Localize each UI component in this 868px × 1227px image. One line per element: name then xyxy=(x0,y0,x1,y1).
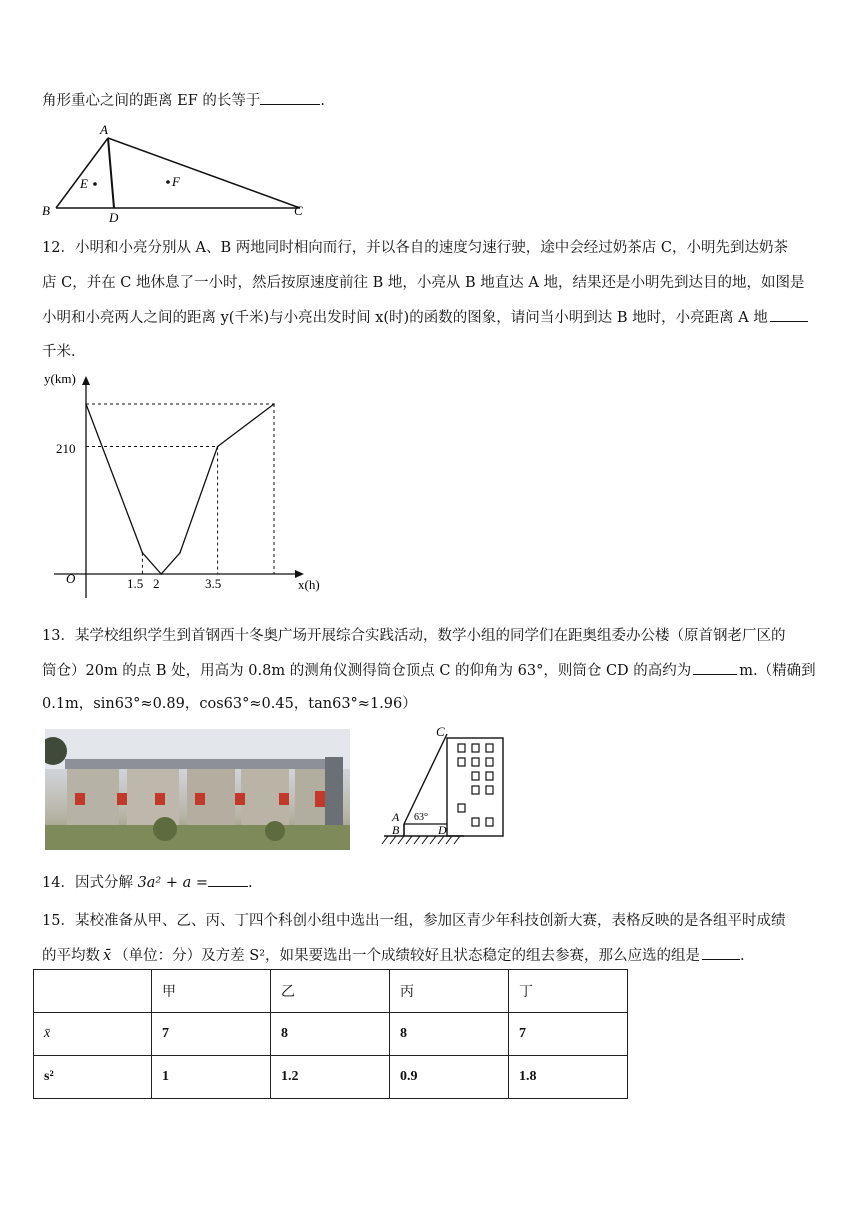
label-B: B xyxy=(392,823,400,837)
silo-building-photo xyxy=(45,729,350,850)
y-axis-label: y(km) xyxy=(44,371,76,386)
series-line xyxy=(86,404,274,574)
q13-line-1: 13．某学校组织学生到首钢西十冬奥广场开展综合实践活动，数学小组的同学们在距奥组委办公楼（原首钢老厂区的 xyxy=(42,628,786,644)
q13-answer-blank[interactable] xyxy=(693,660,737,675)
table-cell: 8 xyxy=(271,1013,390,1056)
label-F: F xyxy=(172,174,180,189)
q12-line-3 xyxy=(42,307,808,328)
table-cell: 7 xyxy=(152,1013,271,1056)
label-B: B xyxy=(42,203,50,218)
distance-time-graph xyxy=(36,366,336,610)
q14-expression: 3a² + a = xyxy=(137,875,209,891)
table-cell: 7 xyxy=(509,1013,628,1056)
silo-angle-diagram xyxy=(374,722,514,850)
triangle-figure xyxy=(38,118,318,226)
table-cell: 1.2 xyxy=(271,1056,390,1099)
q11-answer-blank[interactable] xyxy=(260,90,320,105)
q15-line-2-c: （单位：分）及方差 S²，如果要选出一个成绩较好且状态稳定的组去参赛，那么应选的组是 xyxy=(114,948,701,964)
label-D: D xyxy=(438,823,447,837)
q14-end: . xyxy=(248,875,253,891)
q12-line-2: 店 C，并在 C 地休息了一小时，然后按原速度前往 B 地，小亮从 B 地直达 A 地，结果还是小明先到达目的地，如图是 xyxy=(42,275,805,291)
table-row-label: x̄ xyxy=(34,1013,152,1056)
score-table xyxy=(33,969,628,1099)
q15-line-1: 15．某校准备从甲、乙、丙、丁四个科创小组中选出一组，参加区青少年科技创新大赛，表格反映的是各组平时成绩 xyxy=(42,913,786,929)
label-A: A xyxy=(392,810,400,824)
q15-line-2-a: 的平均数 xyxy=(42,948,100,964)
q13-line-2-end: m.（精确到 xyxy=(739,663,816,679)
q12-line-3-text: 小明和小亮两人之间的距离 y(千米)与小亮出发时间 x(时)的函数的图象，请问当小明到达 B 地时，小亮距离 A 地 xyxy=(42,310,768,326)
q14-text: 14．因式分解 xyxy=(42,875,133,891)
q11-tail: 角形重心之间的距离 EF 的长等于 xyxy=(42,93,261,109)
mean-symbol: x̄ xyxy=(103,948,112,964)
q15-answer-blank[interactable] xyxy=(702,945,740,960)
q12-answer-blank[interactable] xyxy=(770,307,808,322)
label-A: A xyxy=(100,122,108,137)
q13-line-3: 0.1m，sin63°≈0.89，cos63°≈0.45，tan63°≈1.96） xyxy=(42,696,417,712)
y-tick-210: 210 xyxy=(56,441,76,456)
guide-lines xyxy=(85,403,275,575)
label-E: E xyxy=(80,176,88,191)
label-D: D xyxy=(109,210,119,225)
table-header-cell: 丙 xyxy=(390,970,509,1013)
x-tick-1.5: 1.5 xyxy=(127,576,144,591)
q15-end: . xyxy=(740,948,745,964)
q14-answer-blank[interactable] xyxy=(208,872,248,887)
q11-end: . xyxy=(320,93,325,109)
q11-text xyxy=(42,90,325,111)
x-axis-label: x(h) xyxy=(298,577,320,592)
table-header-cell: 乙 xyxy=(271,970,390,1013)
table-header-cell: 丁 xyxy=(509,970,628,1013)
table-cell: 8 xyxy=(390,1013,509,1056)
q12-line-1: 12．小明和小亮分别从 A、B 两地同时相向而行，并以各自的速度匀速行驶，途中会经过奶茶店 C，小明先到达奶茶 xyxy=(42,240,788,256)
x-tick-2: 2 xyxy=(153,576,160,591)
table-row xyxy=(34,1013,628,1056)
label-C: C xyxy=(294,203,303,218)
origin-label: O xyxy=(66,571,76,586)
table-cell: 1 xyxy=(152,1056,271,1099)
q14-line xyxy=(42,872,253,893)
table-header-cell: 甲 xyxy=(152,970,271,1013)
q13-line-2-text: 筒仓）20m 的点 B 处，用高为 0.8m 的测角仪测得筒仓顶点 C 的仰角为 63°，则筒仓 CD 的高约为 xyxy=(42,663,692,679)
table-row xyxy=(34,1056,628,1099)
label-C: C xyxy=(436,724,445,739)
table-row-label: s² xyxy=(34,1056,152,1099)
table-cell: 1.8 xyxy=(509,1056,628,1099)
q15-line-2 xyxy=(42,945,745,966)
q13-line-2 xyxy=(42,660,816,681)
angle-label: 63° xyxy=(414,812,428,823)
table-header-row xyxy=(34,970,628,1013)
q12-line-4: 千米. xyxy=(42,344,76,360)
table-cell: 0.9 xyxy=(390,1056,509,1099)
table-header-cell xyxy=(34,970,152,1013)
x-tick-3.5: 3.5 xyxy=(205,576,222,591)
